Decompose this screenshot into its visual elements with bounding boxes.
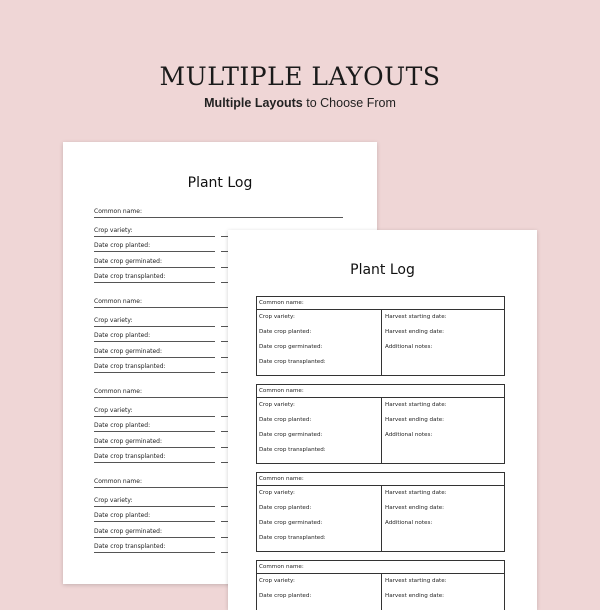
entry-line xyxy=(94,537,215,538)
field-label: Crop variety: xyxy=(259,578,295,584)
field-label: Crop variety: xyxy=(94,497,133,504)
entry-line xyxy=(94,267,215,268)
field-label: Date crop transplanted: xyxy=(94,272,166,280)
field-label: Harvest starting date: xyxy=(385,314,447,320)
field-label: Date crop planted: xyxy=(259,417,312,423)
banner-subtitle-bold: Multiple Layouts xyxy=(204,96,303,110)
field-label: Date crop planted: xyxy=(94,332,151,340)
field-label: Harvest ending date: xyxy=(385,593,445,599)
field-label: Date crop planted: xyxy=(94,512,151,520)
field-label: Additional notes: xyxy=(385,344,433,350)
entry-line xyxy=(94,431,215,432)
plant-entry-box xyxy=(256,472,505,552)
field-label: Date crop planted: xyxy=(94,422,151,430)
field-label: Additional notes: xyxy=(385,432,433,438)
field-label: Date crop transplanted: xyxy=(259,359,326,365)
field-label: Date crop germinated: xyxy=(259,344,323,350)
field-label: Date crop germinated: xyxy=(94,347,162,355)
common-name-label: Common name: xyxy=(259,299,304,306)
entry-line xyxy=(94,341,215,342)
common-name-label: Common name: xyxy=(94,388,142,395)
field-label: Harvest starting date: xyxy=(385,490,447,496)
boxed-layout-page xyxy=(228,230,537,610)
field-label: Harvest starting date: xyxy=(385,402,447,408)
page-title: Plant Log xyxy=(350,262,415,278)
entry-line xyxy=(94,552,215,553)
entry-line xyxy=(94,251,215,252)
field-label: Date crop transplanted: xyxy=(94,362,166,370)
common-name-label: Common name: xyxy=(259,475,304,482)
plant-entry-box xyxy=(256,384,505,464)
field-label: Date crop germinated: xyxy=(94,527,162,535)
field-label: Date crop germinated: xyxy=(94,437,162,445)
field-label: Date crop planted: xyxy=(259,329,312,335)
common-name-label: Common name: xyxy=(94,478,142,485)
common-name-label: Common name: xyxy=(94,298,142,305)
column-divider xyxy=(381,310,382,375)
field-label: Crop variety: xyxy=(259,314,295,320)
field-label: Crop variety: xyxy=(259,490,295,496)
field-label: Harvest ending date: xyxy=(385,417,445,423)
entry-line xyxy=(94,357,215,358)
plant-entry-box xyxy=(256,560,505,610)
field-label: Date crop planted: xyxy=(259,505,312,511)
column-divider xyxy=(381,574,382,610)
field-label: Date crop germinated: xyxy=(259,432,323,438)
field-label: Additional notes: xyxy=(385,520,433,526)
field-label: Date crop germinated: xyxy=(259,520,323,526)
field-label: Harvest ending date: xyxy=(385,505,445,511)
banner-subtitle xyxy=(0,96,600,110)
field-label: Harvest ending date: xyxy=(385,329,445,335)
field-label: Date crop transplanted: xyxy=(259,535,326,541)
page-title: Plant Log xyxy=(187,175,253,191)
field-label: Date crop germinated: xyxy=(94,257,162,265)
field-label: Harvest starting date: xyxy=(385,578,447,584)
entry-line xyxy=(94,236,215,237)
banner-subtitle-rest: to Choose From xyxy=(302,96,396,110)
entry-line xyxy=(94,447,215,448)
entry-line xyxy=(94,416,215,417)
field-label: Crop variety: xyxy=(94,317,133,324)
field-label: Crop variety: xyxy=(94,227,133,234)
plant-entry-box xyxy=(256,296,505,376)
field-label: Date crop transplanted: xyxy=(259,447,326,453)
column-divider xyxy=(381,398,382,463)
field-label: Crop variety: xyxy=(259,402,295,408)
entry-line xyxy=(94,217,343,218)
entry-line xyxy=(94,372,215,373)
entry-line xyxy=(94,282,215,283)
common-name-label: Common name: xyxy=(259,563,304,570)
entry-line xyxy=(94,506,215,507)
common-name-label: Common name: xyxy=(94,208,142,215)
field-label: Crop variety: xyxy=(94,407,133,414)
field-label: Date crop transplanted: xyxy=(94,452,166,460)
field-label: Date crop transplanted: xyxy=(94,542,166,550)
entry-line xyxy=(94,326,215,327)
entry-line xyxy=(94,521,215,522)
field-label: Date crop planted: xyxy=(94,242,151,250)
column-divider xyxy=(381,486,382,551)
common-name-label: Common name: xyxy=(259,387,304,394)
field-label: Date crop planted: xyxy=(259,593,312,599)
banner-title: MULTIPLE LAYOUTS xyxy=(159,62,441,91)
entry-line xyxy=(94,462,215,463)
